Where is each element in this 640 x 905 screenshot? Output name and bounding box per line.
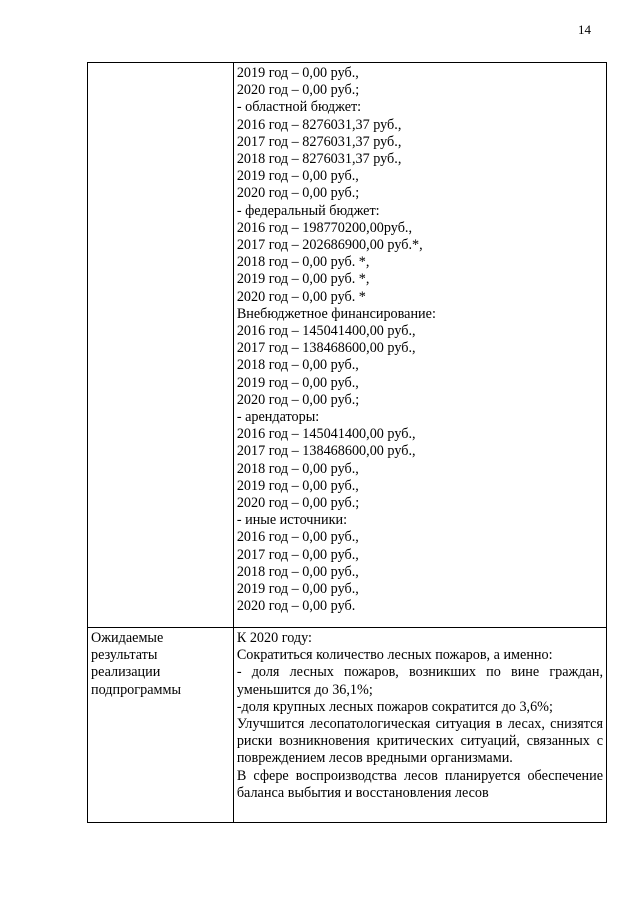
funding-line: 2019 год – 0,00 руб.,: [236, 374, 359, 391]
results-paragraph: В сфере воспроизводства лесов планируется обеспечение баланса выбытия и восстановления лесов: [236, 767, 603, 801]
funding-line: - иные источники:: [236, 512, 348, 529]
table-row-funding: [88, 63, 607, 628]
expected-results-label-cell: [88, 628, 234, 823]
funding-line: 2017 год – 138468600,00 руб.,: [236, 340, 416, 357]
results-paragraph: К 2020 году:: [236, 630, 312, 646]
results-paragraph: Сократиться количество лесных пожаров, а именно:: [236, 647, 553, 664]
funding-line: 2018 год – 0,00 руб.,: [236, 357, 359, 374]
results-paragraph: -доля крупных лесных пожаров сократится до 3,6%;: [236, 698, 553, 715]
expected-results-label-line: подпрограммы: [91, 681, 181, 698]
funding-line: - областной бюджет:: [236, 99, 362, 116]
funding-line: - арендаторы:: [236, 409, 320, 426]
funding-line: 2020 год – 0,00 руб. *: [236, 288, 366, 305]
funding-line: 2020 год – 0,00 руб.: [236, 598, 356, 615]
funding-line: 2018 год – 0,00 руб.,: [236, 563, 359, 580]
funding-line: 2016 год – 0,00 руб.,: [236, 529, 359, 546]
funding-line: 2017 год – 202686900,00 руб.*,: [236, 237, 423, 254]
funding-line: 2017 год – 0,00 руб.,: [236, 546, 359, 563]
funding-line: Внебюджетное финансирование:: [236, 305, 436, 322]
expected-results-label-line: результаты: [91, 647, 158, 664]
funding-line: 2019 год – 0,00 руб.,: [236, 65, 359, 81]
funding-line: 2018 год – 0,00 руб.,: [236, 460, 359, 477]
funding-line: 2020 год – 0,00 руб.;: [236, 391, 360, 408]
funding-line: 2018 год – 8276031,37 руб.,: [236, 151, 402, 168]
expected-results-label-line: Ожидаемые: [91, 630, 164, 646]
funding-line: 2019 год – 0,00 руб.,: [236, 168, 359, 185]
funding-line: 2016 год – 198770200,00руб.,: [236, 219, 413, 236]
funding-line: 2020 год – 0,00 руб.;: [236, 495, 360, 512]
funding-line: 2017 год – 138468600,00 руб.,: [236, 443, 416, 460]
funding-label-cell: [88, 63, 234, 628]
funding-content-cell: [233, 63, 606, 628]
funding-line: 2019 год – 0,00 руб. *,: [236, 271, 370, 288]
funding-line: 2017 год – 8276031,37 руб.,: [236, 133, 402, 150]
table-row-expected-results: [88, 628, 607, 823]
funding-line: 2016 год – 145041400,00 руб.,: [236, 426, 416, 443]
expected-results-content-cell: [233, 628, 606, 823]
funding-line: - федеральный бюджет:: [236, 202, 380, 219]
funding-line: 2016 год – 8276031,37 руб.,: [236, 116, 402, 133]
funding-line: 2016 год – 145041400,00 руб.,: [236, 323, 416, 340]
funding-line: 2018 год – 0,00 руб. *,: [236, 254, 370, 271]
subprogram-table: [87, 62, 607, 823]
funding-line: 2020 год – 0,00 руб.;: [236, 82, 360, 99]
page-number: 14: [578, 22, 591, 37]
expected-results-label-line: реализации: [91, 664, 161, 681]
results-paragraph: - доля лесных пожаров, возникших по вине граждан, уменьшится до 36,1%;: [236, 664, 603, 698]
funding-line: 2019 год – 0,00 руб.,: [236, 581, 359, 598]
results-paragraph: Улучшится лесопатологическая ситуация в лесах, снизятся риски возникновения критических ситуаций, связанных с повреждением лесов вредными организмами.: [236, 716, 603, 767]
funding-line: 2019 год – 0,00 руб.,: [236, 477, 359, 494]
funding-line: 2020 год – 0,00 руб.;: [236, 185, 360, 202]
